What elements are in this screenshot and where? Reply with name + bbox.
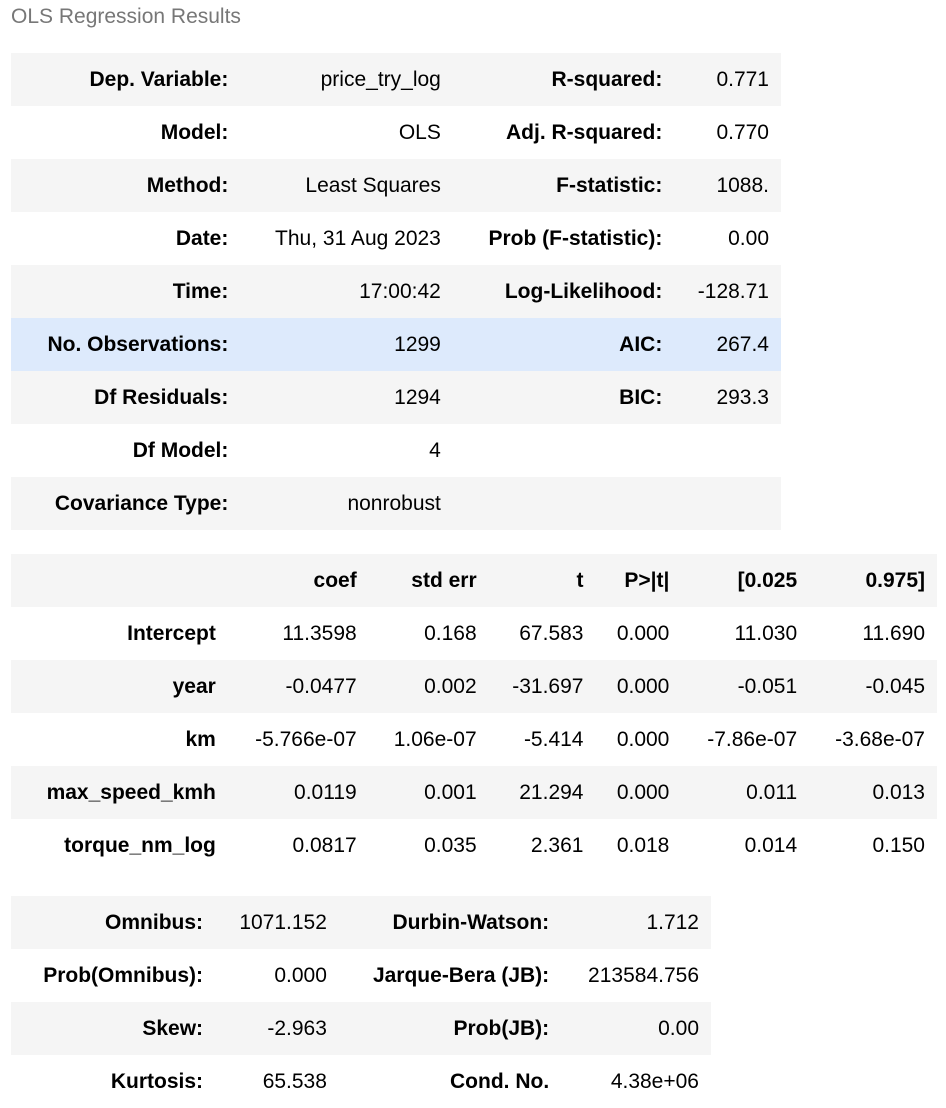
label: Df Model: <box>11 424 240 477</box>
column-header: std err <box>369 554 489 607</box>
cell: -31.697 <box>489 660 596 713</box>
variable-name: Intercept <box>11 607 228 660</box>
table-row <box>11 607 937 660</box>
value <box>674 477 781 530</box>
table-row <box>11 1055 711 1108</box>
label <box>453 424 674 477</box>
table-row <box>11 424 781 477</box>
cell: -0.051 <box>681 660 809 713</box>
column-header: [0.025 <box>681 554 809 607</box>
label: Cond. No. <box>339 1055 561 1108</box>
table-row <box>11 159 781 212</box>
variable-name: torque_nm_log <box>11 819 228 872</box>
label: Jarque-Bera (JB): <box>339 949 561 1002</box>
label: Durbin-Watson: <box>339 896 561 949</box>
cell: 0.150 <box>809 819 937 872</box>
label: Date: <box>11 212 240 265</box>
table-header-row <box>11 554 937 607</box>
variable-name: year <box>11 660 228 713</box>
label: No. Observations: <box>11 318 240 371</box>
cell: 0.011 <box>681 766 809 819</box>
cell: 67.583 <box>489 607 596 660</box>
cell: 0.014 <box>681 819 809 872</box>
cell: 0.018 <box>595 819 681 872</box>
value: -128.71 <box>674 265 781 318</box>
diagnostics-table <box>11 896 711 1108</box>
table-caption: OLS Regression Results <box>11 5 241 28</box>
label: Skew: <box>11 1002 215 1055</box>
value: price_try_log <box>240 53 453 106</box>
cell: 21.294 <box>489 766 596 819</box>
column-header: P>|t| <box>595 554 681 607</box>
cell: -0.0477 <box>228 660 369 713</box>
label: Df Residuals: <box>11 371 240 424</box>
cell: 0.001 <box>369 766 489 819</box>
value: 0.000 <box>215 949 339 1002</box>
label: Time: <box>11 265 240 318</box>
cell: 0.000 <box>595 766 681 819</box>
label: AIC: <box>453 318 674 371</box>
table-row <box>11 265 781 318</box>
cell: 1.06e-07 <box>369 713 489 766</box>
value: 1299 <box>240 318 453 371</box>
value: 4.38e+06 <box>561 1055 711 1108</box>
table-row <box>11 713 937 766</box>
table-row <box>11 106 781 159</box>
label: BIC: <box>453 371 674 424</box>
label <box>453 477 674 530</box>
value <box>674 424 781 477</box>
label: Kurtosis: <box>11 1055 215 1108</box>
cell: 0.0119 <box>228 766 369 819</box>
cell: 0.002 <box>369 660 489 713</box>
table-row <box>11 1002 711 1055</box>
label: R-squared: <box>453 53 674 106</box>
table-row <box>11 53 781 106</box>
cell: 11.690 <box>809 607 937 660</box>
cell: 0.0817 <box>228 819 369 872</box>
label: Dep. Variable: <box>11 53 240 106</box>
cell: 0.000 <box>595 713 681 766</box>
value: 0.00 <box>561 1002 711 1055</box>
label: Prob (F-statistic): <box>453 212 674 265</box>
value: 213584.756 <box>561 949 711 1002</box>
cell: -7.86e-07 <box>681 713 809 766</box>
value: 4 <box>240 424 453 477</box>
table-row <box>11 371 781 424</box>
label: F-statistic: <box>453 159 674 212</box>
value: 293.3 <box>674 371 781 424</box>
value: 0.770 <box>674 106 781 159</box>
value: 1088. <box>674 159 781 212</box>
column-header <box>11 554 228 607</box>
label: Prob(JB): <box>339 1002 561 1055</box>
label: Model: <box>11 106 240 159</box>
value: 1294 <box>240 371 453 424</box>
value: 267.4 <box>674 318 781 371</box>
label: Method: <box>11 159 240 212</box>
coefficients-table <box>11 554 937 872</box>
value: 1.712 <box>561 896 711 949</box>
cell: 11.030 <box>681 607 809 660</box>
table-row <box>11 896 711 949</box>
cell: -5.414 <box>489 713 596 766</box>
value: 0.771 <box>674 53 781 106</box>
value: nonrobust <box>240 477 453 530</box>
value: 0.00 <box>674 212 781 265</box>
cell: 0.013 <box>809 766 937 819</box>
cell: 0.000 <box>595 607 681 660</box>
value: 65.538 <box>215 1055 339 1108</box>
label: Adj. R-squared: <box>453 106 674 159</box>
value: Thu, 31 Aug 2023 <box>240 212 453 265</box>
value: Least Squares <box>240 159 453 212</box>
table-row <box>11 766 937 819</box>
cell: -5.766e-07 <box>228 713 369 766</box>
column-header: t <box>489 554 596 607</box>
cell: -0.045 <box>809 660 937 713</box>
label: Covariance Type: <box>11 477 240 530</box>
value: -2.963 <box>215 1002 339 1055</box>
cell: 0.168 <box>369 607 489 660</box>
cell: 0.000 <box>595 660 681 713</box>
column-header: coef <box>228 554 369 607</box>
cell: 0.035 <box>369 819 489 872</box>
variable-name: max_speed_kmh <box>11 766 228 819</box>
cell: -3.68e-07 <box>809 713 937 766</box>
table-row <box>11 949 711 1002</box>
cell: 2.361 <box>489 819 596 872</box>
label: Prob(Omnibus): <box>11 949 215 1002</box>
column-header: 0.975] <box>809 554 937 607</box>
label: Log-Likelihood: <box>453 265 674 318</box>
table-row-highlighted <box>11 318 781 371</box>
variable-name: km <box>11 713 228 766</box>
table-row <box>11 212 781 265</box>
summary-table <box>11 53 781 530</box>
table-row <box>11 819 937 872</box>
table-row <box>11 477 781 530</box>
value: OLS <box>240 106 453 159</box>
cell: 11.3598 <box>228 607 369 660</box>
value: 1071.152 <box>215 896 339 949</box>
label: Omnibus: <box>11 896 215 949</box>
table-row <box>11 660 937 713</box>
value: 17:00:42 <box>240 265 453 318</box>
